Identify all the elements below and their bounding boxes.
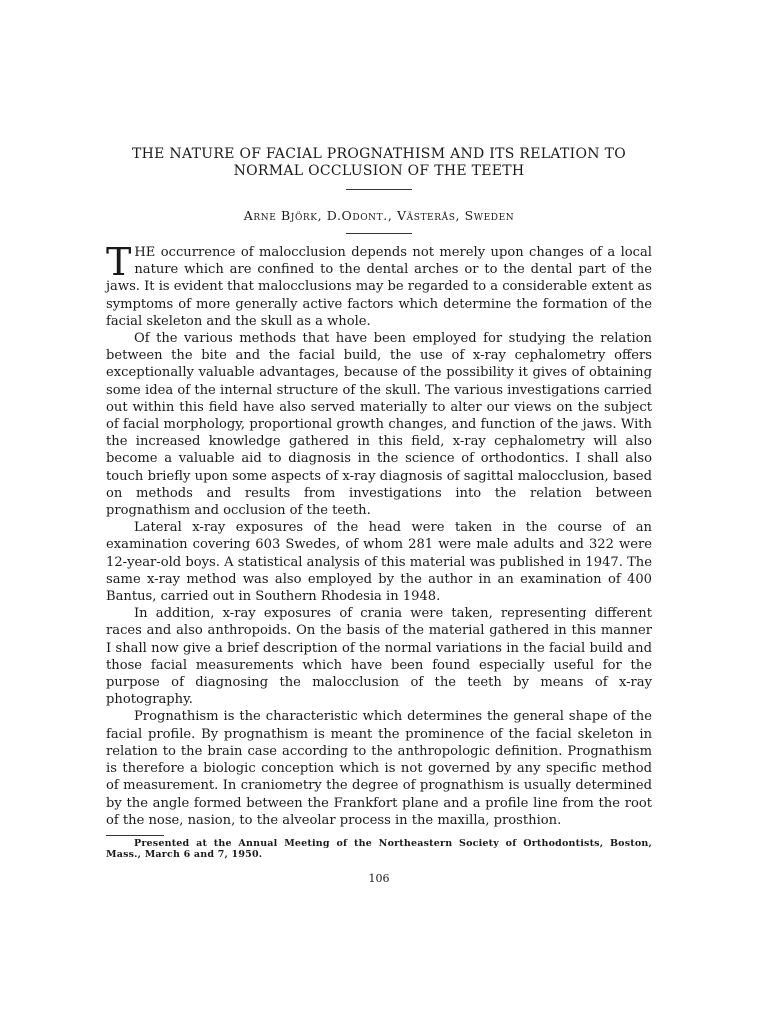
paragraph-5: Prognathism is the characteristic which determines the general shape of the facial profile. By prognathism is meant the prominence of the facial skeleton in relation to the brain case according to the anthropologic definition. Prognathism is therefore a biologic conception which is not governed by any specific method of measurement. In craniometry the degree of prognathism is usually determined by the angle formed between the Frankfort plane and a profile line from the root of the nose, nasion, to the alveolar process in the maxilla, prosthion.: [106, 709, 652, 828]
article-title: [106, 146, 652, 180]
title-line-2: NORMAL OCCLUSION OF THE TEETH: [233, 163, 525, 179]
author-divider: [346, 233, 412, 234]
title-line-1: THE NATURE OF FACIAL PROGNATHISM AND ITS RELATION TO: [132, 146, 626, 162]
paragraph-1: [106, 240, 652, 330]
drop-cap: T: [106, 240, 132, 284]
article-body: [106, 240, 652, 829]
author-byline: Arne Björk, D.Odont., Västerås, Sweden: [243, 208, 515, 223]
article-page: [106, 0, 652, 1024]
footnote-divider: [106, 835, 164, 836]
paragraph-4: In addition, x-ray exposures of crania were taken, representing different races and also anthropoids. On the basis of the material gathered in this manner I shall now give a brief description of the normal variations in the facial build and those facial measurements which have been found especially useful for the purpose of diagnosing the malocclusion of the teeth by means of x-ray photography.: [106, 606, 652, 708]
page-number: 106: [368, 871, 390, 885]
paragraph-3: Lateral x-ray exposures of the head were taken in the course of an examination covering 603 Swedes, of whom 281 were male adults and 322 were 12-year-old boys. A statistical analysis of this material was published in 1947. The same x-ray method was also employed by the author in an examination of 400 Bantus, carried out in Southern Rhodesia in 1948.: [106, 520, 652, 605]
paragraph-1-text: HE occurrence of malocclusion depends not merely upon changes of a local nature which are confined to the dental arches or to the dental part of the jaws. It is evident that malocclusions may be regarded to a considerable extent as symptoms of more generally active factors which determine the formation of the facial skeleton and the skull as a whole.: [106, 245, 652, 329]
paragraph-2: Of the various methods that have been employed for studying the relation between the bite and the facial build, the use of x-ray cephalometry offers exceptionally valuable advantages, because of the possibility it gives of obtaining some idea of the internal structure of the skull. The various investigations carried out within this field have also served materially to alter our views on the subject of facial morphology, proportional growth changes, and function of the jaws. With the increased knowledge gathered in this field, x-ray cephalometry will also become a valuable aid to diagnosis in the science of orthodontics. I shall also touch briefly upon some aspects of x-ray diagnosis of sagittal malocclusion, based on methods and results from investigations into the relation between prognathism and occlusion of the teeth.: [106, 331, 652, 519]
footnote: Presented at the Annual Meeting of the Northeastern Society of Orthodontists, Boston, Mass., March 6 and 7, 1950.: [106, 837, 652, 860]
title-divider: [346, 189, 412, 190]
